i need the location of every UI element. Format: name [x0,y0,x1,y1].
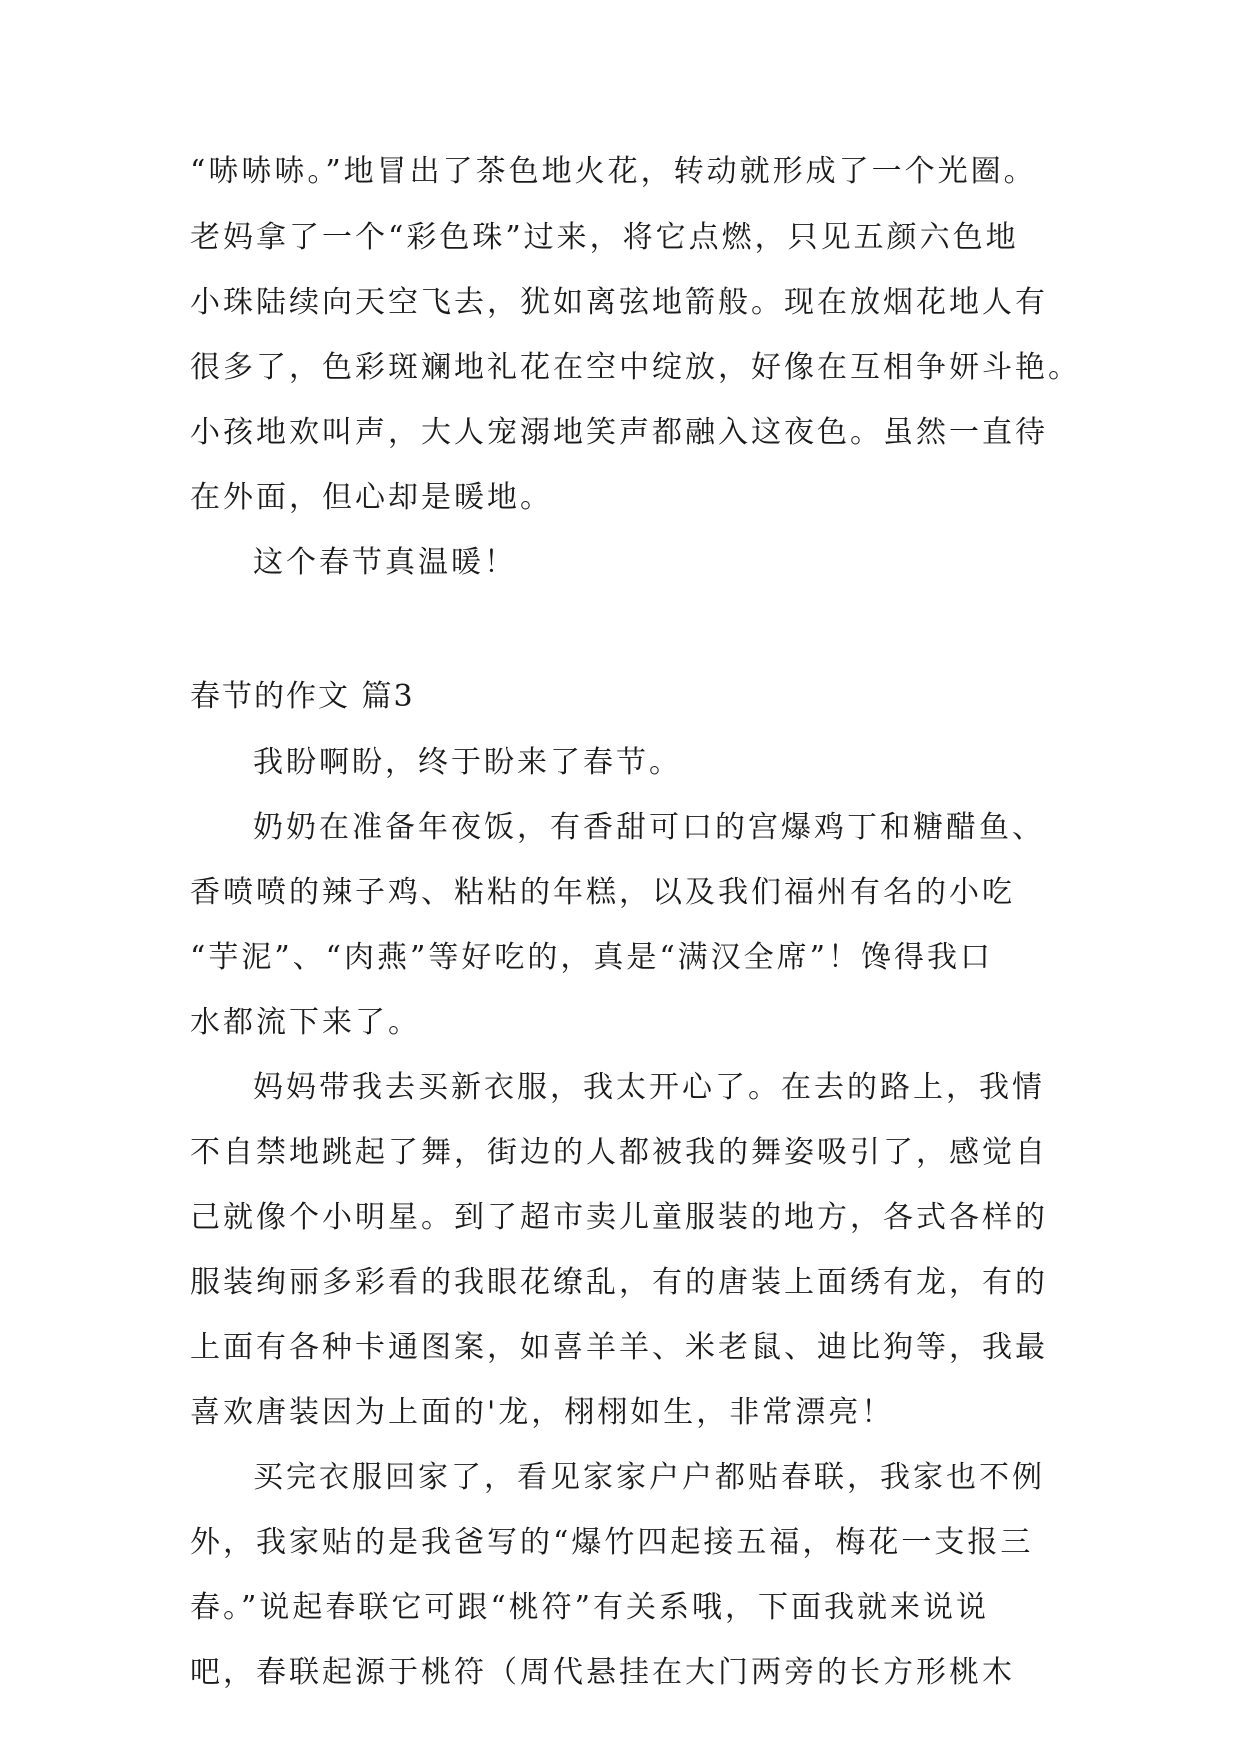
paragraph-line: 买完衣服回家了，看见家家户户都贴春联，我家也不例 [253,1460,1045,1495]
paragraph-line: 不自禁地跳起了舞，街边的人都被我的舞姿吸引了，感觉自 [190,1135,1048,1170]
paragraph-line: “芋泥”、“肉燕”等好吃的，真是“满汉全席”！馋得我口 [190,940,994,975]
paragraph-line: 我盼啊盼，终于盼来了春节。 [253,745,682,780]
paragraph-line: 吧，春联起源于桃符（周代悬挂在大门两旁的长方形桃木 [190,1655,1015,1690]
paragraph-line: 春。”说起春联它可跟“桃符”有关系哦，下面我就来说说 [190,1590,990,1625]
section-heading: 春节的作文 篇3 [190,679,415,714]
text-line: “哧哧哧。”地冒出了茶色地火花，转动就形成了一个光圈。 [190,154,1037,189]
text-line: 很多了，色彩斑斓地礼花在空中绽放，好像在互相争妍斗艳。 [190,350,1081,385]
paragraph-line: 己就像个小明星。到了超市卖儿童服装的地方，各式各样的 [190,1200,1048,1235]
paragraph-line: 香喷喷的辣子鸡、粘粘的年糕，以及我们福州有名的小吃 [190,875,1015,910]
paragraph-line: 奶奶在准备年夜饭，有香甜可口的宫爆鸡丁和糖醋鱼、 [253,810,1045,845]
paragraph-line: 服装绚丽多彩看的我眼花缭乱，有的唐装上面绣有龙，有的 [190,1265,1048,1300]
text-line: 在外面，但心却是暖地。 [190,480,553,515]
closing-line: 这个春节真温暖！ [253,545,517,580]
paragraph-line: 外，我家贴的是我爸写的“爆竹四起接五福，梅花一支报三 [190,1525,1034,1560]
paragraph-line: 妈妈带我去买新衣服，我太开心了。在去的路上，我情 [253,1070,1045,1105]
text-line: 小珠陆续向天空飞去，犹如离弦地箭般。现在放烟花地人有 [190,285,1048,320]
text-line: 小孩地欢叫声，大人宠溺地笑声都融入这夜色。虽然一直待 [190,415,1048,450]
paragraph-line: 喜欢唐装因为上面的'龙，栩栩如生，非常漂亮！ [190,1395,895,1430]
paragraph-line: 水都流下来了。 [190,1005,421,1040]
paragraph-line: 上面有各种卡通图案，如喜羊羊、米老鼠、迪比狗等，我最 [190,1330,1048,1365]
text-line: 老妈拿了一个“彩色珠”过来，将它点燃，只见五颜六色地 [190,220,1019,255]
